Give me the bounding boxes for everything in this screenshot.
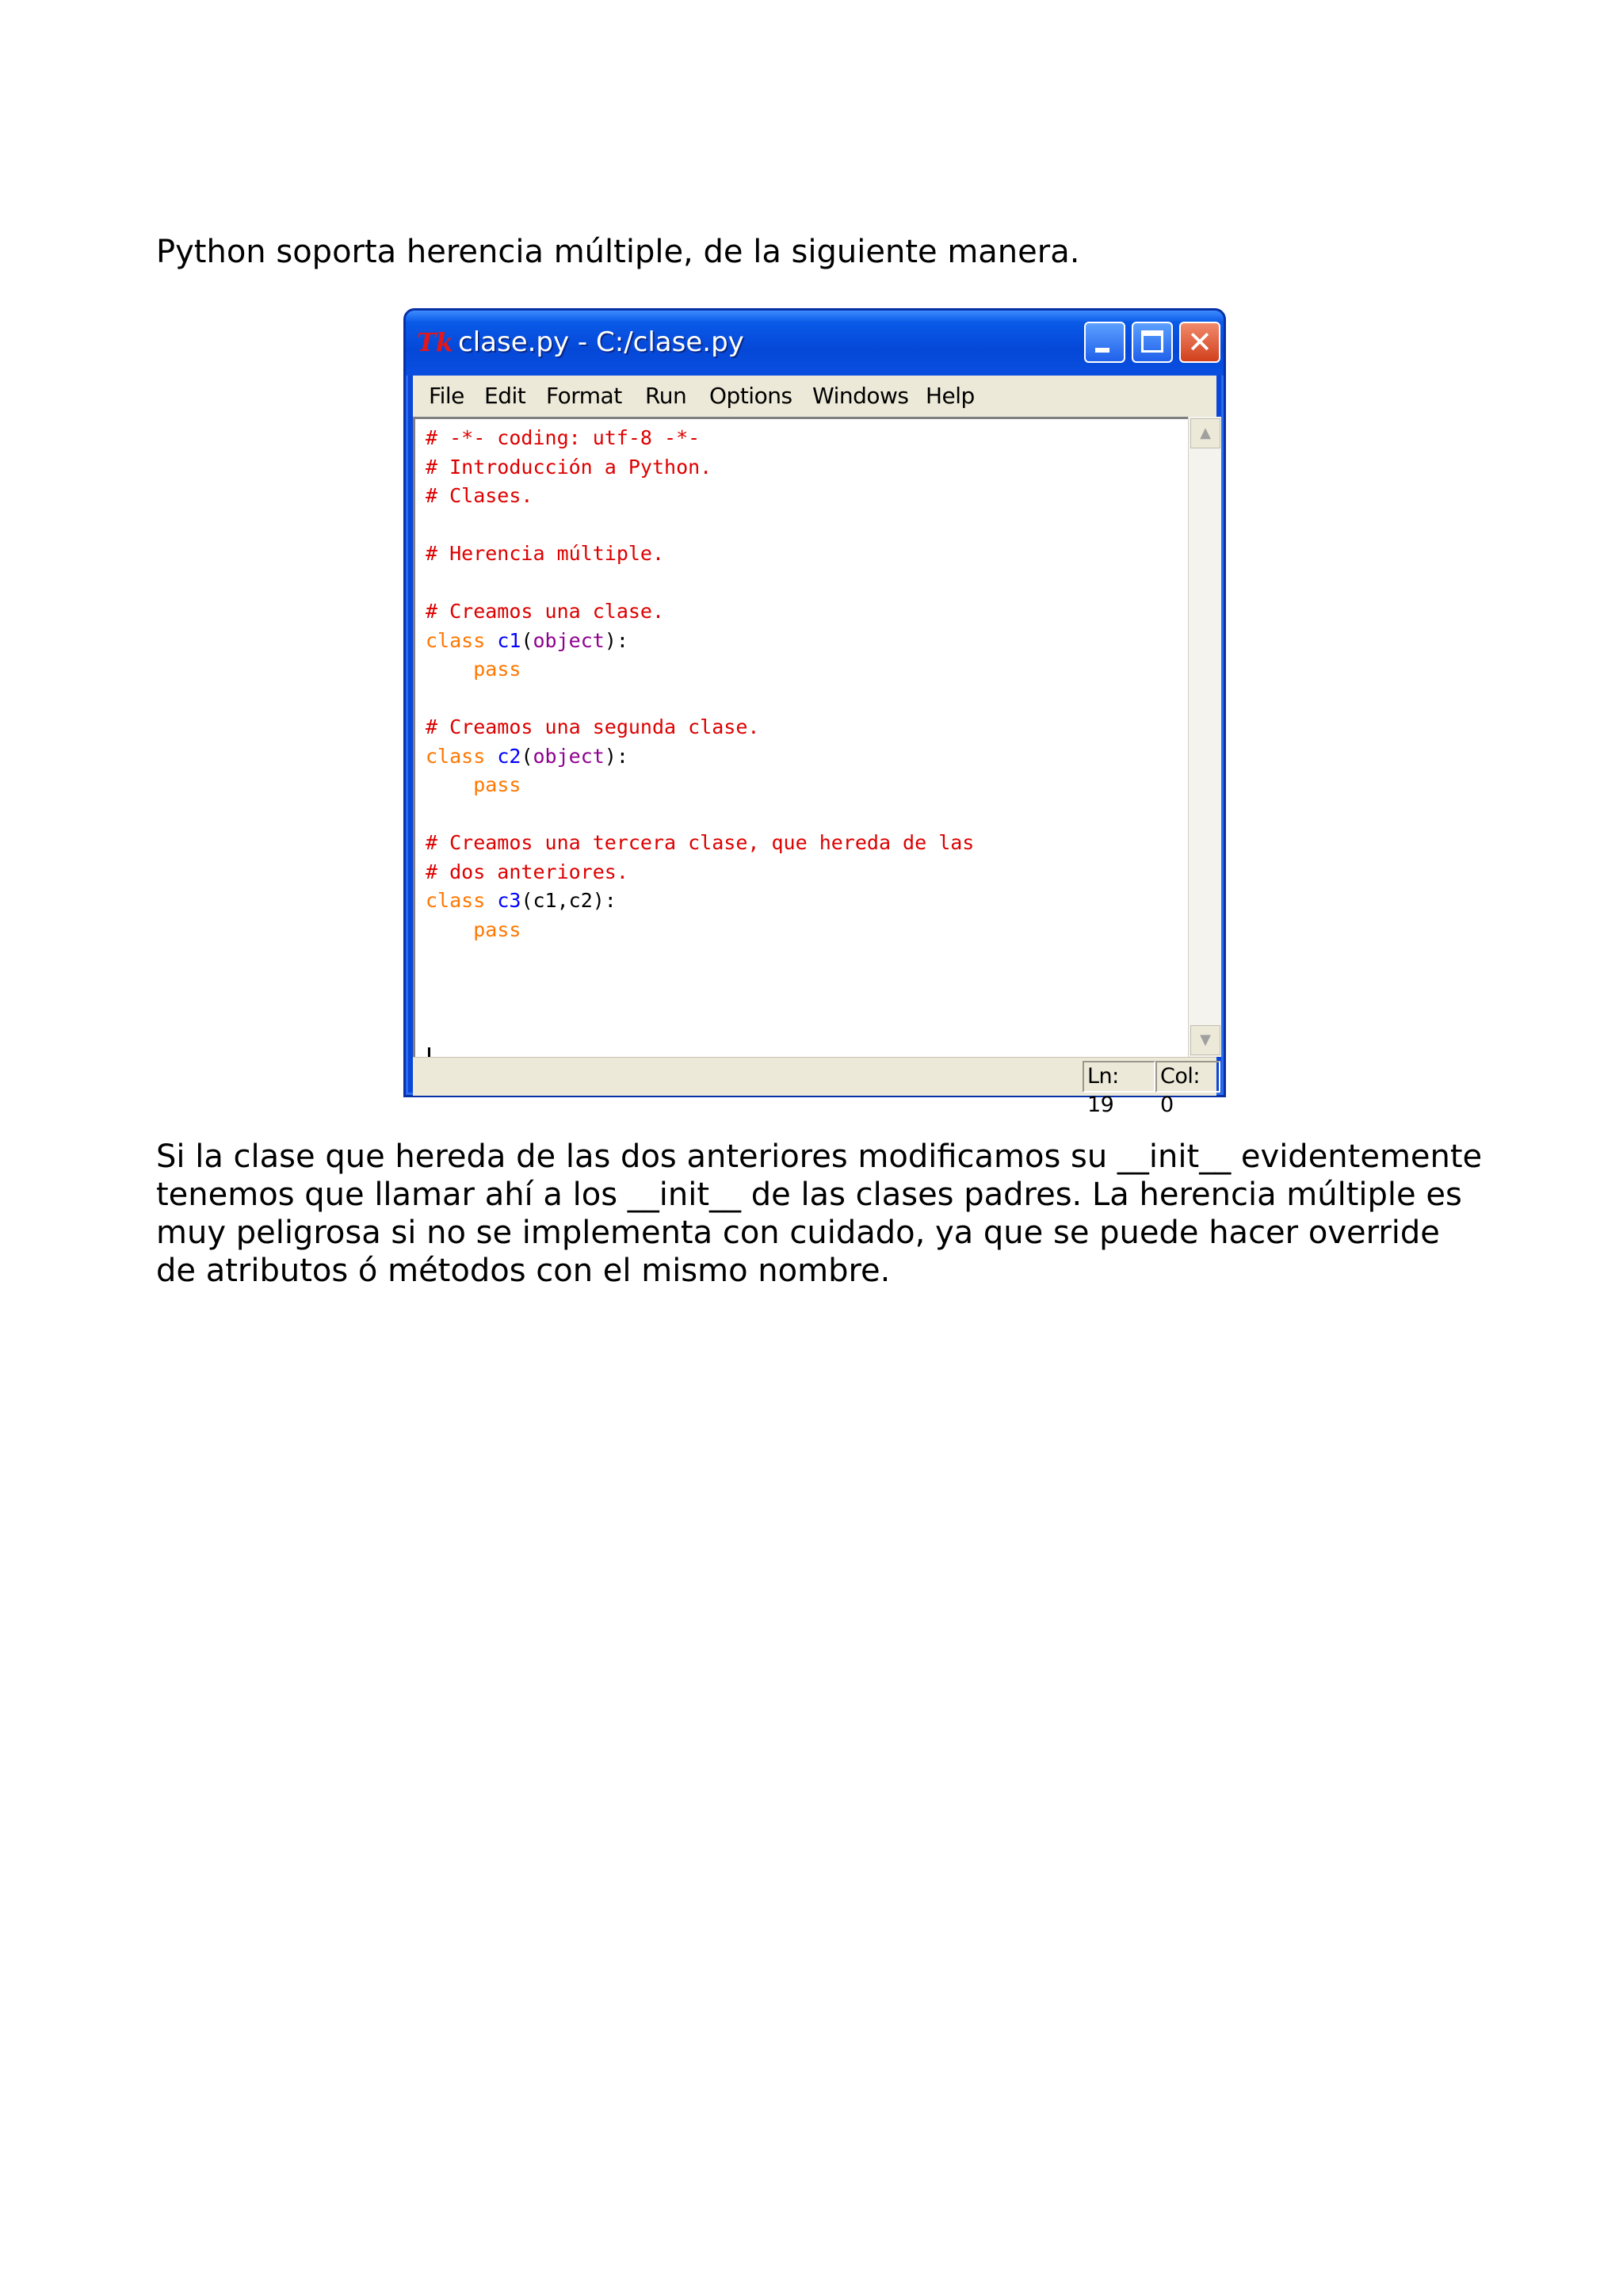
menu-options[interactable]: Options <box>709 383 792 409</box>
code-punct: ( <box>521 628 533 652</box>
code-punct: ( <box>521 744 533 768</box>
code-punct: ): <box>604 628 628 652</box>
menu-edit[interactable]: Edit <box>484 383 526 409</box>
idle-editor-window <box>403 308 1226 1117</box>
class-name: c1 <box>497 628 521 652</box>
code-comment: # Introducción a Python. <box>426 455 712 479</box>
menu-format[interactable]: Format <box>546 383 622 409</box>
maximize-icon <box>1141 330 1163 353</box>
code-editor[interactable] <box>413 417 1188 1057</box>
keyword-class: class <box>426 744 486 768</box>
outro-paragraph: Si la clase que hereda de las dos anteriores modificamos su __init__ evidentemente tenemos que llamar ahí a los __init__ de las clases padres. La herencia múltiple es muy peligrosa si no se implementa con cuidado, ya que se puede hacer override de atributos ó métodos con el mismo nombre. <box>156 1138 1483 1289</box>
builtin-object: object <box>533 628 605 652</box>
class-name: c2 <box>497 744 521 768</box>
class-name: c3 <box>497 889 521 912</box>
menu-bar <box>413 376 1216 417</box>
close-icon: ✕ <box>1187 325 1212 360</box>
keyword-class: class <box>426 889 486 912</box>
builtin-object: object <box>533 744 605 768</box>
keyword-pass: pass <box>473 658 521 681</box>
code-comment: # -*- coding: utf-8 -*- <box>426 426 701 449</box>
menu-run[interactable]: Run <box>645 383 687 409</box>
code-comment: # Clases. <box>426 484 533 507</box>
code-comment: # Creamos una tercera clase, que hereda de las <box>426 831 975 854</box>
menu-help[interactable]: Help <box>926 383 975 409</box>
status-column: Col: 0 <box>1155 1061 1220 1093</box>
menu-file[interactable]: File <box>429 383 464 409</box>
status-bar <box>413 1057 1216 1117</box>
menu-windows[interactable]: Windows <box>812 383 909 409</box>
code-comment: # dos anteriores. <box>426 860 628 883</box>
minimize-button[interactable] <box>1084 322 1125 363</box>
intro-paragraph: Python soporta herencia múltiple, de la siguiente manera. <box>156 234 1080 270</box>
code-comment: # Creamos una clase. <box>426 600 665 623</box>
code-comment: # Herencia múltiple. <box>426 542 665 565</box>
scroll-up-icon[interactable]: ▲ <box>1190 418 1220 448</box>
code-bases: (c1,c2): <box>521 889 617 912</box>
keyword-class: class <box>426 628 486 652</box>
title-bar[interactable] <box>406 311 1224 376</box>
tk-icon: Tk <box>417 327 453 357</box>
code-punct: ): <box>604 744 628 768</box>
source-code <box>426 424 974 944</box>
window-title: clase.py - C:/clase.py <box>458 326 744 358</box>
close-button[interactable] <box>1179 322 1220 363</box>
maximize-button[interactable] <box>1132 322 1173 363</box>
vertical-scrollbar[interactable] <box>1188 417 1221 1057</box>
keyword-pass: pass <box>473 773 521 796</box>
scroll-down-icon[interactable]: ▼ <box>1190 1025 1220 1055</box>
keyword-pass: pass <box>473 917 521 941</box>
code-comment: # Creamos una segunda clase. <box>426 715 760 738</box>
minimize-icon <box>1095 348 1109 353</box>
status-line: Ln: 19 <box>1083 1061 1155 1093</box>
